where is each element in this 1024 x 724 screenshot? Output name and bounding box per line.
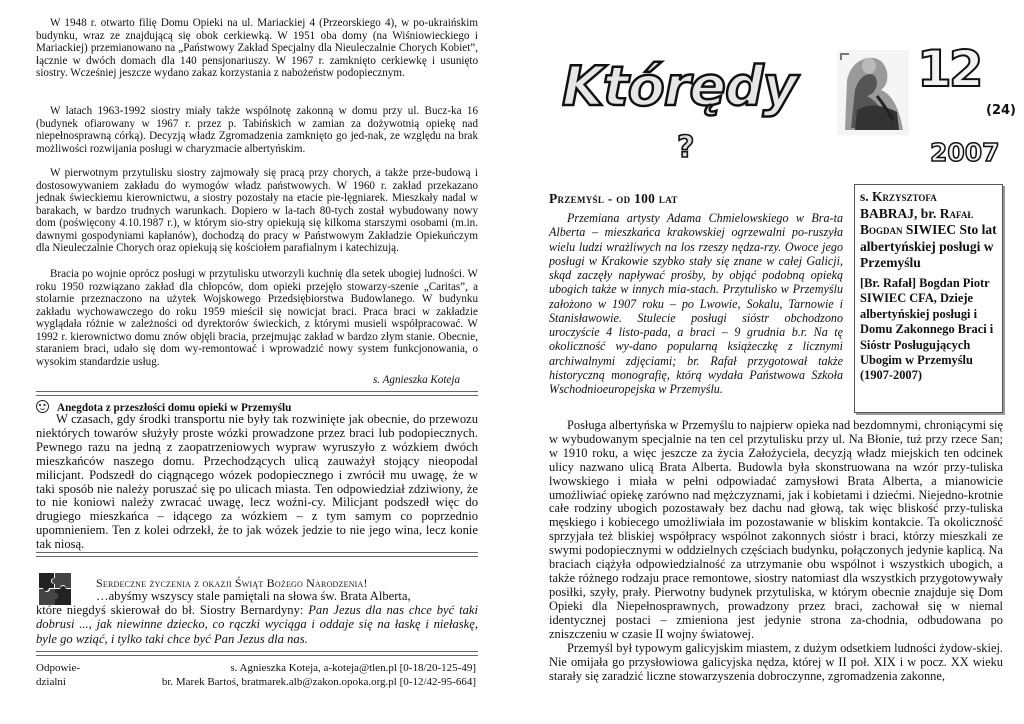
smiley-icon — [36, 400, 49, 413]
book-author-surname: BABRAJ, br. R — [860, 205, 950, 221]
logo-title: Którędy — [562, 55, 797, 118]
book-author-prefix: s. K — [860, 189, 883, 204]
editor-contact-1: s. Agnieszka Koteja, a-koteja@tlen.pl [0-18/20-125-49] — [230, 662, 476, 674]
left-page — [0, 0, 510, 724]
wishes-line-2: które niegdyś skierował do bł. Siostry Bernardyny: — [36, 603, 309, 618]
logo-question-mark: ? — [677, 130, 695, 165]
book-info-box — [854, 184, 1003, 413]
paragraph-original-shelter: W pierwotnym przytulisku siostry zajmowały się pracą przy chorych, a także prze-budową i dostosowywaniem zakładu do wymogów władz państwowych. W 1960 r. zakład przekazano jednak świeckiemu kierownictwu, a siostry pozostały na etacie pie-lęgniarek. Mieszkały nadal w barakach, w bardzo trudnych warunkach. Dopiero w la-tach 80-tych został wybudowany nowy dom (poświęcony 4.10.1987 r.), w którym sio-stry opiekują się kilkoma starszymi osobami (m.in. dawnymi gospodyniami kapłanów), dochodzą do pracy w Państwowym Zakładzie Opiekuńczym dla Nieuleczalnie Chorych oraz opiekują się kościołem parafialnym i katechizują. — [36, 167, 478, 255]
article-title: Przemyśl - od 100 lat — [549, 191, 678, 206]
editor-contact-2: br. Marek Bartoś, bratmarek.alb@zakon.opoka.org.pl [0-12/42-95-664] — [161, 676, 476, 688]
paragraph-buczka-house: W latach 1963-1992 siostry miały także wspólnotę zakonną w domu przy ul. Bucz-ka 16 (budynek ofiarowany w 1967 r. przez p. Tabińskich w zamian za dożywotnią opiekę nad niepełnosprawną córką). Decyzją władz Zgromadzenia zamknięto go jed-nak, ze względu na brak możliwości rozwijania posługi w charyzmacie albertyńskim. — [36, 105, 478, 155]
issue-number: 12 — [917, 40, 981, 98]
signature: s. Agnieszka Koteja — [372, 374, 460, 386]
issue-total: (24) — [986, 103, 1016, 118]
divider — [36, 651, 478, 656]
book-title-text: Sto lat albertyńskiej posługi w Przemyślu — [860, 222, 997, 271]
article-paragraph-2: Przemyśl był typowym galicyjskim miastem, z dużym odsetkiem ludności żydow-skiej. Nie omijała go przysłowiowa galicyjska nędza, której w II poł. XIX i w pocz. XX wieku starały się zaradzić liczne stowarzyszenia dobroczynne, zgromadzenia zakonne, — [549, 641, 1003, 683]
anecdote-title: Anegdota z przeszłości domu opieki w Przemyślu — [57, 402, 292, 414]
divider — [36, 552, 478, 557]
paragraph-brothers: Bracia po wojnie oprócz posługi w przytulisku utworzyli kuchnię dla setek ubogiej ludności. W roku 1950 rozwiązano zakład dla chłopców, dom opieki przejęło stowarzy-szenie „Caritas”, a stolarnie przeznaczono na użytek Wojskowego Przedsiębiorstwa Budowlanego. W budynku zakładu wychowawczego do roku 1959 mieścił się nowicjat braci. Praca braci w zakładzie wyglądała różnie w zależności od dyrektorów świeckich, z którymi musieli współpracować. W 1992 r. kierownictwo domu znów objęli bracia, przejmując zakład w bardzo złym stanie. Obecnie, staraniem braci, udało się dom wy-remontować i wprowadzić nowy system funkcjonowania, o wysokim standardzie usług. — [36, 268, 478, 368]
editors-label-1: Odpowie- — [36, 662, 80, 674]
wishes-text — [36, 589, 478, 646]
book-author-name: rzysztofa — [882, 189, 937, 204]
book-title — [860, 189, 997, 272]
religious-painting-image — [837, 50, 909, 135]
wishes-line-1: …abyśmy wszyscy stale pamiętali na słowa św. Brata Alberta, — [96, 589, 411, 603]
right-page — [512, 0, 1024, 724]
book-coauthor-second-name: Bogdan — [860, 222, 903, 238]
anecdote-text: W czasach, gdy środki transportu nie były tak rozwinięte jak obecnie, do przewozu niektórych towarów służyły proste wózki prowadzone przez braci lub podopiecznych. Pewnego razu na jedną z zaopatrzeniowych wypraw wyruszyło z wózkiem dwóch mieszkańców naszego domu. Przechodzących ulicą zauważył stojący nieopodal milicjant. Podszedł do ciągnącego wózek podopiecznego i zwrócił mu uwagę, że w taki sposób nie należy poruszać się po ulicach miasta. Ten odpowiedział zdziwiony, że to nie koniowi należy zwracać uwagę, lecz woźni-cy. Milicjant podszedł więc do drugiego mieszkańca – idącego za wózkiem – z tym samym co poprzednio upomnieniem. Ten z kolei odrzekł, że to jak wózek jedzie to nie jego wina, lecz konie tak niosą. — [36, 412, 478, 552]
editors-label-2: dzialni — [36, 676, 66, 688]
book-coauthor-surname: SIWIEC — [902, 222, 957, 238]
divider — [36, 391, 478, 396]
issue-year: 2007 — [930, 138, 1000, 167]
article-paragraph-1: Posługa albertyńska w Przemyślu to najpierw opieka nad bezdomnymi, chroniącymi się w wybudowanym specjalnie na ten cel przytulisku przy ul. Na Błonie, tuż przy rzece San; w 1910 roku, a więc jeszcze za życia Założyciela, decyzją władz miejskich ten odcinek ulicy nazwano ulicą Brata Alberta. Budowla była skonstruowana na wzór przy-tuliska lwowskiego i miała w pełni odpowiadać zamysłowi Brata Alberta, a mianowicie umożliwiać opiekę zarówno nad mężczyznami, jak i kobietami i dziećmi. Niejedno-krotnie całe rodziny ubogich pozostawały bez dachu nad głową, tak więc bliskość przy-tuliska męskiego i kobiecego umożliwiała im pozostawanie w bliskim kontakcie. Ta okoliczność sprzyjała też bliskiej współpracy wspólnot zakonnych sióstr i braci, którzy mieszkali ze swymi podopiecznymi w oddzielnych częściach budynku, połączonych jedynie kaplicą. Na braciach ciążyła odpowiedzialność za utrzymanie obu wspólnot i wszystkich ubogich, a także różnego rodzaju prace remontowe, siostry natomiast dla wszystkich przygotowywały posiłki, szyły, prały. Pierwotny budynek przytuliska, w którym obecnie znajduje się Dom Opieki dla Niepełnosprawnych, prowadzony przez braci, zachował się w niemal identycznej postaci – zmieniona jest jedynie strona za-chodnia, odbudowana po zniszczeniu w czasie II wojny światowej. — [549, 418, 1003, 641]
book-coauthor-name: afał — [949, 205, 974, 221]
book-subtitle: [Br. Rafał] Bogdan Piotr SIWIEC CFA, Dzieje albertyńskiej posługi i Domu Zakonnego Braci i Sióstr Posługujących Ubogim w Przemyślu (1907-2007) — [860, 275, 994, 383]
wishes-title: Serdeczne życzenia z okazji Świąt Bożego Narodzenia! — [96, 576, 368, 590]
article-lead: Przemiana artysty Adama Chmielowskiego w Bra-ta Alberta – mieszkańca krakowskiej ogrzewalni po-ruszyła wielu ludzi wrażliwych na los rzeszy nędza-rzy. Owoce jego posługi w Krakowie szybko stały się znane w całej Galicji, skąd zaczęły napływać prośby, by objąć podobną opieką ubogich także w innych mia-stach. Przytulisko w Przemyślu założono w 1907 roku – po Lwowie, Sokalu, Tarnowie i Stanisławowie. Stulecie posługi sióstr obchodzono uroczyście 4 listo-pada, a braci – 9 grudnia b.r. Na tę okoliczność wy-dano popularną książeczkę z licznymi archiwalnymi zdjęciami; br. Rafał przygotował także historyczną monografię, którą wydała Państwowa Szkoła Wschodnioeuropejska w Przemyślu. — [549, 211, 843, 396]
wishes-quote: Pan Jezus dla nas chce być taki dobrusi ..., jak niewinne dziecko, co rączki wyciąga i oddaje się na łaskę i niełaskę, byle go wziąć, i tylko taki chce być Pan Jezus dla nas. — [36, 603, 478, 646]
paragraph-branch-house: W 1948 r. otwarto filię Domu Opieki na ul. Mariackiej 4 (Przeorskiego 4), w po-ukraińskim budynku, wraz ze znajdującą się obok cerkiewką. W 1951 oba domy (na Wiśniowieckiego i Mariackiej) przemianowano na „Państwowy Zakład Specjalny dla Nieuleczalnie Chorych Kobiet”, łącznie w dwóch domach dla 140 pensjonariuszy. W 1967 r. zamknięto cerkiewkę i usunięto siostry. Wcześniej jeszcze wydano zakaz korzystania z nabożeństw podopiecznym. — [36, 17, 478, 80]
